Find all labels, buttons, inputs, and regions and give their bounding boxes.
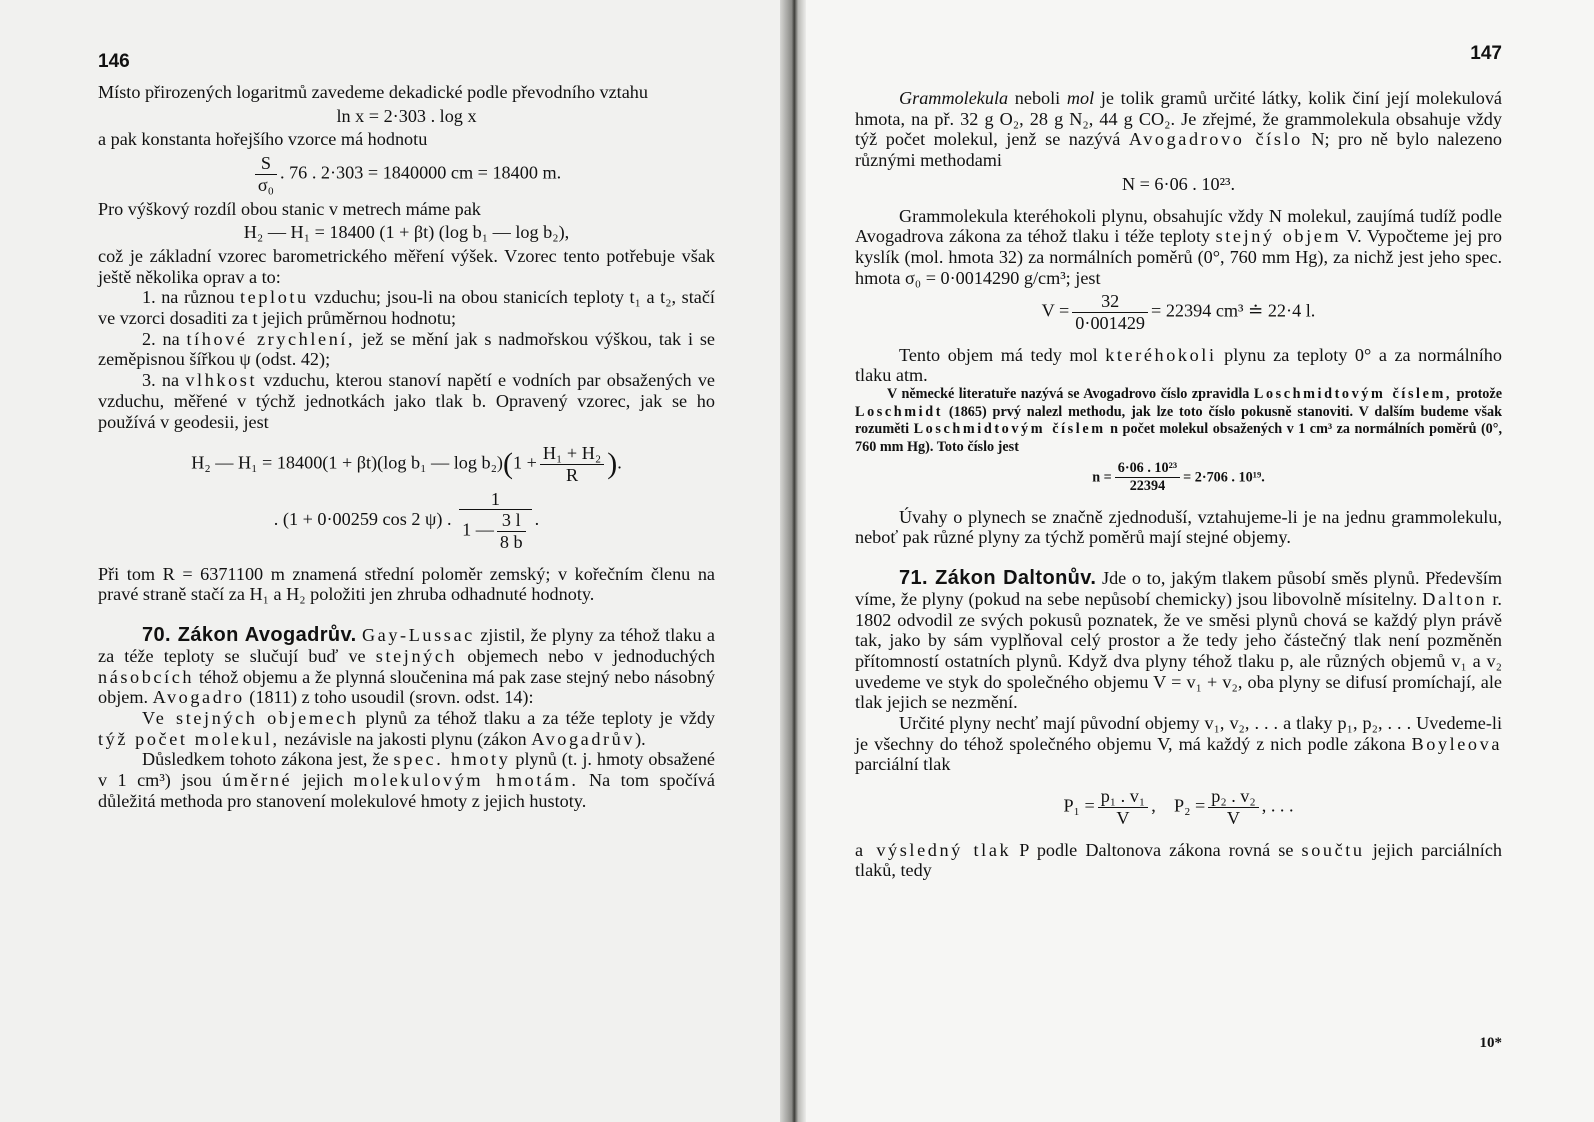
equation-avogadro-number: N = 6·06 . 10²³. [1121, 173, 1236, 194]
avogadro-law-statement: Ve stejných objemech plynů za téhož tlaku a za téže teploty je vždy týž počet molekul, nezávisle na jakosti plynu (zákon Avogadrův). [98, 707, 716, 749]
page-number-left: 146 [98, 51, 130, 72]
paragraph: Grammolekula kteréhokoli plynu, obsahujíc vždy N molekul, zaujímá tudíž podle Avogadrova zákona za téhož tlaku i téže teploty stejný objem V. Vypočteme jej pro kyslík (mol. hmota 32) za normálních poměrů (0°, 760 mm Hg), za nichž jest jeho spec. hmota σ₀ = 0·0014290 g/cm³; jest [855, 205, 1503, 288]
book-gutter [780, 0, 806, 1122]
list-item-gravity: 2. na tíhové zrychlení, jež se mění jak s nadmořskou výškou, tak i se zeměpisnou šířkou ψ (odst. 42); [98, 328, 716, 370]
equation-molar-volume: V = $\frac{32}{0\cdot 001429}$ = 22394 cm³ ≐ 22·4 l. [1041, 291, 1316, 334]
paragraph: Úvahy o plynech se značně zjednoduší, vztahujeme-li je na jednu grammolekulu, neboť pak různé plyny za týchž poměrů mají stejné objemy. [855, 506, 1502, 548]
left-page [0, 0, 789, 1122]
section-71: 71. Zákon Daltonův. Jde o to, jakým tlakem působí směs plynů. Především víme, že plyny (pokud na sebe nepůsobí chemicky) jsou libovolně mísitelny. Dalton r. 1802 odvodil ze svých pokusů poznatek, že ve směsi plynů chová se každý plyn právě tak, jako by sám vyplňoval celý prostor a že tedy jeho částečný tlak není pozměněn přítomností ostatních plynů. Když dva plyny téhož tlaku p, ale různých objemů v₁ a v₂ uvedeme ve styk do společného objemu V = v₁ + v₂, oba plyny se difusí promíchají, ale tlak jejich se nezmění. [855, 567, 1503, 713]
equation-corrected-formula: H₂ — H₁ = 18400(1 + βt)(log b₁ — log b₂)(1 + $\frac{\text{H₁ + H₂}}{R}$ ). [191, 443, 622, 485]
paragraph: Při tom R = 6371100 m znamená střední poloměr zemský; v kořečním členu na pravé straně stačí za H₁ a H₂ položiti jen zhruba odhadnuté hodnoty. [98, 563, 715, 605]
paragraph: Grammolekula neboli mol je tolik gramů určité látky, kolik činí její molekulová hmota, na př. 32 g O₂, 28 g N₂, 44 g CO₂. Je zřejmé, že grammolekula obsahuje vždy týž počet molekul, jenž se nazývá Avogadrovo číslo N; pro ně bylo nalezeno různými methodami [855, 88, 1503, 171]
signature-mark: 10* [1479, 1035, 1502, 1052]
paragraph: Určité plyny nechť mají původní objemy v₁, v₂, . . . a tlaky p₁, p₂, . . . Uvedeme-li je všechny do téhož společného objemu V, má každý z nich podle zákona Boyleova parciální tlak [855, 713, 1502, 775]
paragraph: Tento objem má tedy mol kteréhokoli plynu za teploty 0° a za normálního tlaku atm. [855, 344, 1502, 386]
fraction: $\frac{S}{\text{σ₀}}$ [255, 153, 277, 195]
paragraph: a pak konstanta hořejšího vzorce má hodnotu [98, 129, 428, 150]
equation-partial-pressures: P₁ = $\frac{\text{p₁ . v₁}}{V}$ , P₂ = $\frac{\text{p₂ . v₂}}{V}$ , . . . [1063, 786, 1294, 828]
equation-constant: $\frac{S}{\text{σ₀}}$ . 76 . 2·303 = 1840000 cm = 18400 m. [98, 153, 715, 195]
small-print-note: V německé literatuře nazývá se Avogadrovo číslo zpravidla Loschmidtovým číslem, protože Loschmidt (1865) prvý nalezl methodu, jak lze toto číslo pokusně stanoviti. V dalším budeme však rozuměti Loschmidtovým číslem n počet molekul obsažených v 1 cm³ za normálních poměrů (0°, 760 mm Hg). Toto číslo jest n = $\frac{\text{6·06 . 10²³}}{22394}$ = 2·706 . 10¹⁹. [855, 386, 1502, 495]
right-page [789, 0, 1594, 1122]
list-item-humidity: 3. na vlhkost vzduchu, kterou stanoví napětí e vodních par obsažených ve vzduchu, měřené v týchž jednotkách jako tlak b. Opravený vzorec, jak se ho používá v geodesii, jest [98, 370, 715, 432]
list-item-temperature: 1. na různou teplotu vzduchu; jsou-li na obou stanicích teploty t₁ a t₂, stačí ve vzorci dosaditi za t jejich průměrnou hodnotu; [98, 287, 715, 329]
equation-ln: ln x = 2·303 . log x [336, 105, 477, 126]
page-number-right: 147 [1470, 43, 1502, 64]
paragraph: Důsledkem tohoto zákona jest, že spec. hmoty plynů (t. j. hmoty obsažené v 1 cm³) jsou úměrné jejich molekulovým hmotám. Na tom spočívá důležitá methoda pro stanovení molekulové hmoty z jejich hustoty. [98, 749, 715, 811]
paragraph: Místo přirozených logaritmů zavedeme dekadické podle převodního vztahu [98, 82, 648, 102]
paragraph: což je základní vzorec barometrického měření výšek. Vzorec tento potřebuje však ještě několika oprav a to: [98, 245, 715, 287]
equation-loschmidt-number: n = $\frac{\text{6·06 . 10²³}}{22394}$ = 2·706 . 10¹⁹. [1092, 459, 1265, 495]
paragraph: Pro výškový rozdíl obou stanic v metrech máme pak [98, 198, 481, 219]
section-heading: 71. Zákon Daltonův. [899, 567, 1097, 590]
paragraph: a výsledný tlak P podle Daltonova zákona rovná se součtu jejich parciálních tlaků, tedy [855, 839, 1502, 881]
equation-corrected-formula-cont: . (1 + 0·00259 cos 2 ψ) . 1 1 — $\frac{3 l}{8 b}$ . [273, 488, 540, 553]
section-heading: 70. Zákon Avogadrův. [142, 624, 357, 647]
section-70: 70. Zákon Avogadrův. Gay-Lussac zjistil, že plyny za téhož tlaku a za téže teploty se slučují buď ve stejných objemech nebo v jednoduchých násobcích téhož objemu a že plynná sloučenina má pak zase stejný nebo násobný objem. Avogadro (1811) z toho usoudil (srovn. odst. 14): [98, 624, 715, 708]
equation-height-difference: H₂ — H₁ = 18400 (1 + βt) (log b₁ — log b₂), [243, 222, 570, 243]
